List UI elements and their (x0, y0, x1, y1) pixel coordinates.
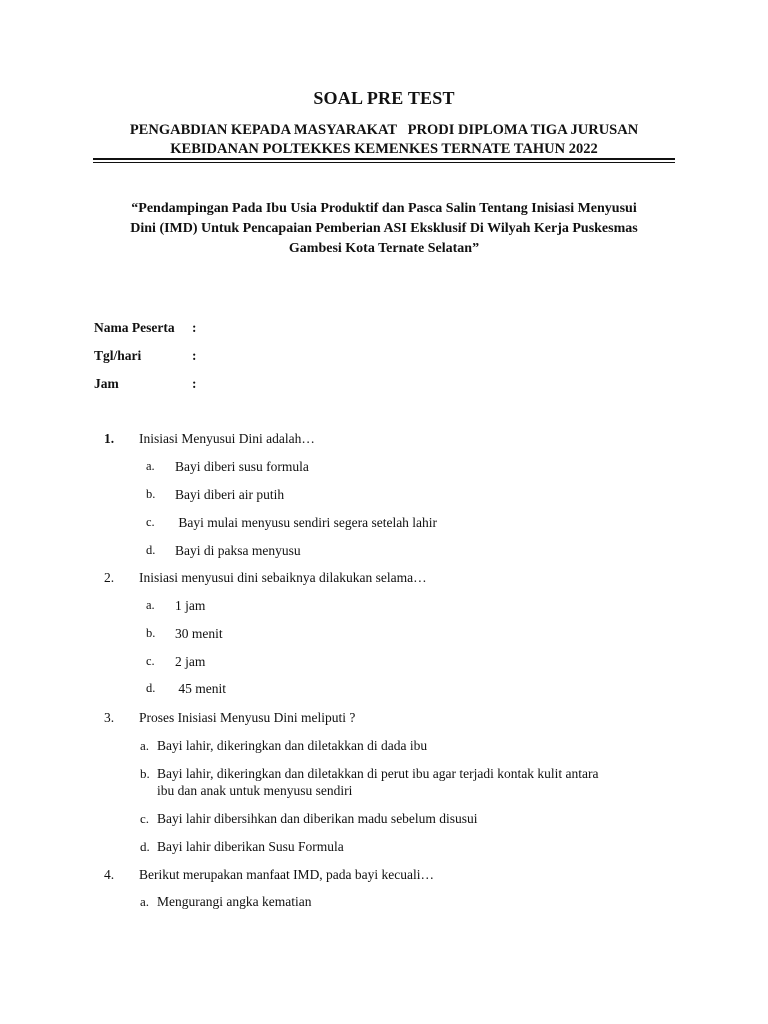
option-text: Bayi lahir dibersihkan dan diberikan madu sebelum disusui (157, 811, 478, 826)
option-text: Bayi di paksa menyusu (175, 543, 301, 558)
option-text: Bayi lahir, dikeringkan dan diletakkan di perut ibu agar terjadi kontak kulit antara (157, 766, 599, 781)
option-text: 30 menit (175, 626, 223, 641)
option-letter: c. (146, 515, 155, 529)
option-text: Bayi mulai menyusu sendiri segera setelah lahir (175, 515, 438, 530)
option-letter: c. (140, 811, 150, 826)
field-participant-name (94, 319, 197, 337)
field-colon: : (192, 348, 197, 363)
field-colon: : (192, 376, 197, 391)
question-1-option-b (146, 486, 706, 504)
question-1-option-a (146, 458, 706, 476)
question-1-option-c (146, 514, 706, 532)
question-number: 3. (104, 710, 115, 725)
option-letter: b. (146, 626, 156, 640)
option-letter: d. (140, 839, 150, 854)
option-text: 2 jam (175, 654, 206, 669)
question-4 (0, 866, 768, 884)
option-text: Mengurangi angka kematian (157, 894, 312, 909)
option-text: Bayi lahir, dikeringkan dan diletakkan di dada ibu (157, 738, 428, 753)
option-letter: d. (146, 681, 156, 695)
question-3 (0, 709, 768, 727)
subtitle-line-2: KEBIDANAN POLTEKKES KEMENKES TERNATE TAHUN 2022 (170, 141, 598, 157)
option-letter: b. (146, 487, 156, 501)
question-text: Berikut merupakan manfaat IMD, pada bayi kecuali… (139, 867, 435, 882)
question-number: 1. (104, 431, 115, 446)
field-date-day (94, 347, 197, 365)
activity-topic (94, 199, 674, 259)
option-letter: b. (140, 766, 150, 781)
subtitle-line-1: PENGABDIAN KEPADA MASYARAKAT PRODI DIPLOMA TIGA JURUSAN (129, 122, 639, 138)
question-3-option-c (140, 810, 710, 828)
question-2 (0, 569, 768, 587)
option-text: 45 menit (175, 681, 226, 696)
document-title: SOAL PRE TEST (313, 88, 455, 108)
field-time (94, 375, 197, 393)
field-label: Jam (94, 376, 119, 391)
field-label: Tgl/hari (94, 348, 142, 363)
question-number: 2. (104, 570, 115, 585)
question-3-option-a (140, 737, 710, 755)
option-text: Bayi diberi susu formula (175, 459, 309, 474)
topic-line-1: “Pendampingan Pada Ibu Usia Produktif dan Pasca Salin Tentang Inisiasi Menyusui (131, 201, 637, 216)
option-letter: a. (140, 738, 150, 753)
question-1-option-d (146, 542, 706, 560)
option-letter: a. (146, 598, 155, 612)
question-3-option-d (140, 838, 710, 856)
option-text: 1 jam (175, 598, 206, 613)
header-divider-thin (93, 162, 675, 163)
question-2-option-d (146, 680, 706, 698)
field-label: Nama Peserta (94, 320, 175, 335)
question-2-option-a (146, 597, 706, 615)
option-text: Bayi lahir diberikan Susu Formula (157, 839, 344, 854)
option-letter: a. (146, 459, 155, 473)
option-letter: d. (146, 543, 156, 557)
document-subtitle (94, 121, 674, 159)
option-letter: a. (140, 894, 150, 909)
question-number: 4. (104, 867, 115, 882)
question-2-option-b (146, 625, 706, 643)
question-2-option-c (146, 653, 706, 671)
question-text: Inisiasi Menyusui Dini adalah… (139, 431, 315, 446)
option-text: Bayi diberi air putih (175, 487, 285, 502)
topic-line-2: Dini (IMD) Untuk Pencapaian Pemberian ASI Eksklusif Di Wilyah Kerja Puskesmas (130, 221, 638, 236)
question-3-option-b (140, 765, 710, 801)
field-colon: : (192, 320, 197, 335)
option-text-continued: ibu dan anak untuk menyusu sendiri (157, 783, 353, 798)
topic-line-3: Gambesi Kota Ternate Selatan” (288, 241, 480, 256)
question-1 (0, 430, 768, 448)
question-text: Proses Inisiasi Menyusu Dini meliputi ? (139, 710, 356, 725)
option-letter: c. (146, 654, 155, 668)
header-divider-thick (93, 158, 675, 160)
question-text: Inisiasi menyusui dini sebaiknya dilakukan selama… (139, 570, 427, 585)
question-4-option-a (140, 893, 710, 911)
